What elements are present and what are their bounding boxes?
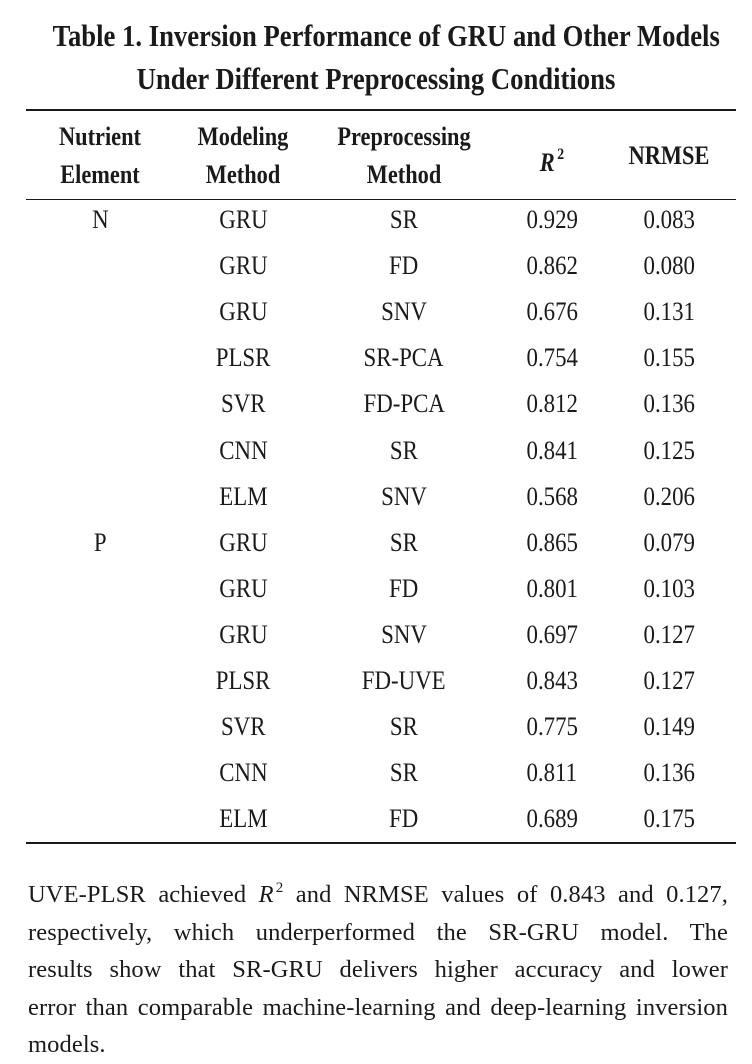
cell-modeling-method [183, 474, 303, 520]
cell-nrmse [610, 612, 728, 658]
cell-modeling-method-text: GRU [218, 205, 268, 234]
cell-r-squared-text: 0.865 [526, 527, 578, 557]
cell-r-squared-text: 0.676 [526, 297, 578, 327]
cell-modeling-method [183, 612, 303, 658]
table-row [0, 197, 752, 243]
table-title-line-2: Under Different Preprocessing Conditions [136, 61, 616, 96]
cell-r-squared-text: 0.801 [526, 573, 578, 603]
cell-modeling-method [183, 658, 303, 704]
cell-modeling-method [183, 566, 303, 612]
cell-r-squared [492, 750, 612, 796]
table-row [0, 750, 752, 796]
note-line-1-pre: UVE-PLSR achieved [28, 881, 259, 908]
cell-preprocessing-method [326, 566, 482, 612]
table-row [0, 612, 752, 658]
cell-r-squared-text: 0.811 [526, 758, 578, 788]
cell-nrmse [610, 658, 728, 704]
cell-modeling-method-text: PLSR [215, 343, 271, 373]
header-nutrient-line-1: Nutrient [59, 122, 141, 151]
cell-nrmse-text: 0.206 [643, 481, 695, 511]
cell-modeling-method-text: GRU [218, 573, 268, 603]
table-top-rule [26, 109, 736, 111]
cell-modeling-method [183, 243, 303, 289]
cell-r-squared-text: 0.697 [526, 619, 578, 649]
cell-preprocessing-method [326, 335, 482, 381]
cell-nutrient-element [40, 381, 160, 427]
table-row [0, 428, 752, 474]
table-row [0, 335, 752, 381]
cell-r-squared [492, 335, 612, 381]
cell-nrmse-text: 0.149 [643, 712, 695, 742]
cell-nutrient-element [40, 750, 160, 796]
cell-preprocessing-method-text: SNV [381, 481, 427, 511]
cell-nrmse [610, 197, 728, 243]
cell-modeling-method-text: PLSR [215, 666, 271, 695]
header-r2-sup: 2 [557, 146, 565, 163]
cell-r-squared [492, 612, 612, 658]
cell-nrmse [610, 704, 728, 750]
cell-modeling-method [183, 428, 303, 474]
cell-nrmse-text: 0.079 [643, 527, 695, 557]
cell-nrmse-text: 0.175 [643, 804, 695, 834]
cell-nrmse [610, 796, 728, 842]
cell-nutrient-element-text: P [93, 527, 107, 557]
cell-preprocessing-method [326, 243, 482, 289]
cell-nrmse-text: 0.127 [643, 619, 695, 649]
cell-nrmse-text: 0.136 [643, 389, 695, 419]
header-modeling-method [183, 118, 303, 194]
table-note [28, 870, 728, 1064]
header-nrmse-label: NRMSE [628, 141, 710, 170]
cell-modeling-method [183, 197, 303, 243]
cell-preprocessing-method [326, 289, 482, 335]
cell-nrmse [610, 474, 728, 520]
cell-nrmse [610, 750, 728, 796]
cell-modeling-method-text: GRU [218, 251, 268, 281]
cell-nrmse [610, 289, 728, 335]
cell-preprocessing-method [326, 197, 482, 243]
cell-nrmse [610, 243, 728, 289]
cell-nutrient-element [40, 428, 160, 474]
cell-nrmse [610, 335, 728, 381]
cell-nutrient-element [40, 289, 160, 335]
cell-nrmse-text: 0.155 [643, 343, 695, 373]
cell-nrmse-text: 0.125 [643, 435, 695, 465]
cell-nutrient-element [40, 197, 160, 243]
cell-nrmse-text: 0.136 [643, 758, 695, 788]
cell-preprocessing-method [326, 520, 482, 566]
table-row [0, 796, 752, 842]
cell-preprocessing-method-text: FD [389, 573, 419, 603]
cell-preprocessing-method [326, 428, 482, 474]
cell-nutrient-element [40, 474, 160, 520]
cell-modeling-method [183, 381, 303, 427]
cell-r-squared-text: 0.775 [526, 712, 578, 742]
cell-modeling-method-text: SVR [220, 389, 266, 419]
cell-r-squared [492, 796, 612, 842]
cell-nrmse-text: 0.083 [643, 205, 695, 234]
cell-modeling-method-text: GRU [218, 619, 268, 649]
cell-r-squared [492, 520, 612, 566]
header-preprocessing-line-2: Method [366, 160, 442, 189]
cell-r-squared-text: 0.754 [526, 343, 578, 373]
table-row [0, 381, 752, 427]
table-bottom-rule [26, 842, 736, 844]
cell-modeling-method-text: ELM [218, 804, 268, 834]
cell-modeling-method-text: ELM [218, 481, 268, 511]
cell-nutrient-element [40, 566, 160, 612]
cell-preprocessing-method [326, 612, 482, 658]
cell-modeling-method [183, 520, 303, 566]
cell-modeling-method-text: GRU [218, 297, 268, 327]
cell-preprocessing-method-text: FD-UVE [362, 666, 446, 695]
cell-r-squared [492, 289, 612, 335]
cell-modeling-method-text: CNN [218, 435, 268, 465]
note-line-1-post: and NRMSE values of 0.843 and 0.127, [283, 881, 728, 908]
cell-preprocessing-method [326, 381, 482, 427]
cell-r-squared [492, 474, 612, 520]
cell-nrmse-text: 0.103 [643, 573, 695, 603]
cell-preprocessing-method-text: SR-PCA [363, 343, 445, 373]
cell-r-squared [492, 704, 612, 750]
cell-nutrient-element [40, 612, 160, 658]
cell-preprocessing-method-text: SR [390, 758, 418, 788]
cell-nrmse-text: 0.131 [643, 297, 695, 327]
note-line-1 [28, 870, 728, 914]
cell-r-squared-text: 0.929 [526, 205, 578, 234]
cell-nrmse [610, 428, 728, 474]
cell-r-squared-text: 0.843 [526, 666, 578, 695]
note-line-5: models. [28, 1031, 106, 1058]
cell-preprocessing-method-text: SNV [381, 297, 427, 327]
cell-nutrient-element [40, 335, 160, 381]
cell-nutrient-element [40, 796, 160, 842]
cell-nutrient-element [40, 704, 160, 750]
header-nutrient-element [40, 118, 160, 194]
cell-preprocessing-method-text: SR [390, 435, 418, 465]
cell-nutrient-element [40, 658, 160, 704]
cell-preprocessing-method [326, 704, 482, 750]
table-title-line-1: Table 1. Inversion Performance of GRU and Other Models [52, 18, 720, 53]
cell-nutrient-element [40, 520, 160, 566]
cell-r-squared-text: 0.841 [526, 435, 578, 465]
note-line-2: respectively, which underperformed the SR-GRU model. The [28, 918, 728, 946]
note-line-3: results show that SR-GRU delivers higher accuracy and lower [28, 956, 728, 983]
cell-r-squared [492, 428, 612, 474]
cell-modeling-method-text: SVR [220, 712, 266, 742]
cell-r-squared [492, 197, 612, 243]
cell-r-squared [492, 566, 612, 612]
table-row [0, 704, 752, 750]
cell-preprocessing-method [326, 658, 482, 704]
table-row [0, 566, 752, 612]
cell-r-squared [492, 381, 612, 427]
cell-modeling-method [183, 335, 303, 381]
cell-modeling-method-text: GRU [218, 527, 268, 557]
header-r2-base: R [539, 148, 555, 177]
cell-r-squared [492, 243, 612, 289]
table-row [0, 658, 752, 704]
cell-preprocessing-method-text: FD [389, 804, 419, 834]
cell-modeling-method [183, 750, 303, 796]
note-r2-base: R [258, 881, 274, 908]
cell-preprocessing-method [326, 750, 482, 796]
cell-preprocessing-method-text: FD [389, 251, 419, 281]
cell-modeling-method [183, 796, 303, 842]
table-row [0, 289, 752, 335]
cell-preprocessing-method-text: SR [390, 205, 418, 234]
cell-r-squared-text: 0.862 [526, 251, 578, 281]
cell-preprocessing-method-text: SNV [381, 619, 427, 649]
cell-nutrient-element-text: N [91, 205, 109, 234]
cell-r-squared-text: 0.812 [526, 389, 578, 419]
note-line-4: error than comparable machine-learning and deep-learning inversion [28, 993, 728, 1021]
cell-r-squared-text: 0.568 [526, 481, 578, 511]
cell-preprocessing-method-text: SR [390, 527, 418, 557]
cell-r-squared-text: 0.689 [526, 804, 578, 834]
table-title [52, 14, 720, 100]
table-row [0, 520, 752, 566]
cell-modeling-method [183, 704, 303, 750]
cell-nrmse-text: 0.080 [643, 251, 695, 281]
cell-preprocessing-method-text: SR [390, 712, 418, 742]
cell-modeling-method-text: CNN [218, 758, 268, 788]
cell-r-squared [492, 658, 612, 704]
cell-nrmse-text: 0.127 [643, 666, 695, 695]
cell-nrmse [610, 520, 728, 566]
cell-nutrient-element [40, 243, 160, 289]
header-nutrient-line-2: Element [60, 160, 140, 189]
cell-modeling-method [183, 289, 303, 335]
header-preprocessing-line-1: Preprocessing [337, 122, 471, 151]
header-modeling-line-2: Method [205, 160, 281, 189]
cell-nrmse [610, 566, 728, 612]
cell-preprocessing-method-text: FD-PCA [363, 389, 445, 419]
note-r2-sup: 2 [275, 880, 284, 896]
table-row [0, 243, 752, 289]
cell-preprocessing-method [326, 474, 482, 520]
cell-nrmse [610, 381, 728, 427]
table-row [0, 474, 752, 520]
header-preprocessing-method [326, 118, 482, 194]
cell-preprocessing-method [326, 796, 482, 842]
header-modeling-line-1: Modeling [197, 122, 289, 151]
